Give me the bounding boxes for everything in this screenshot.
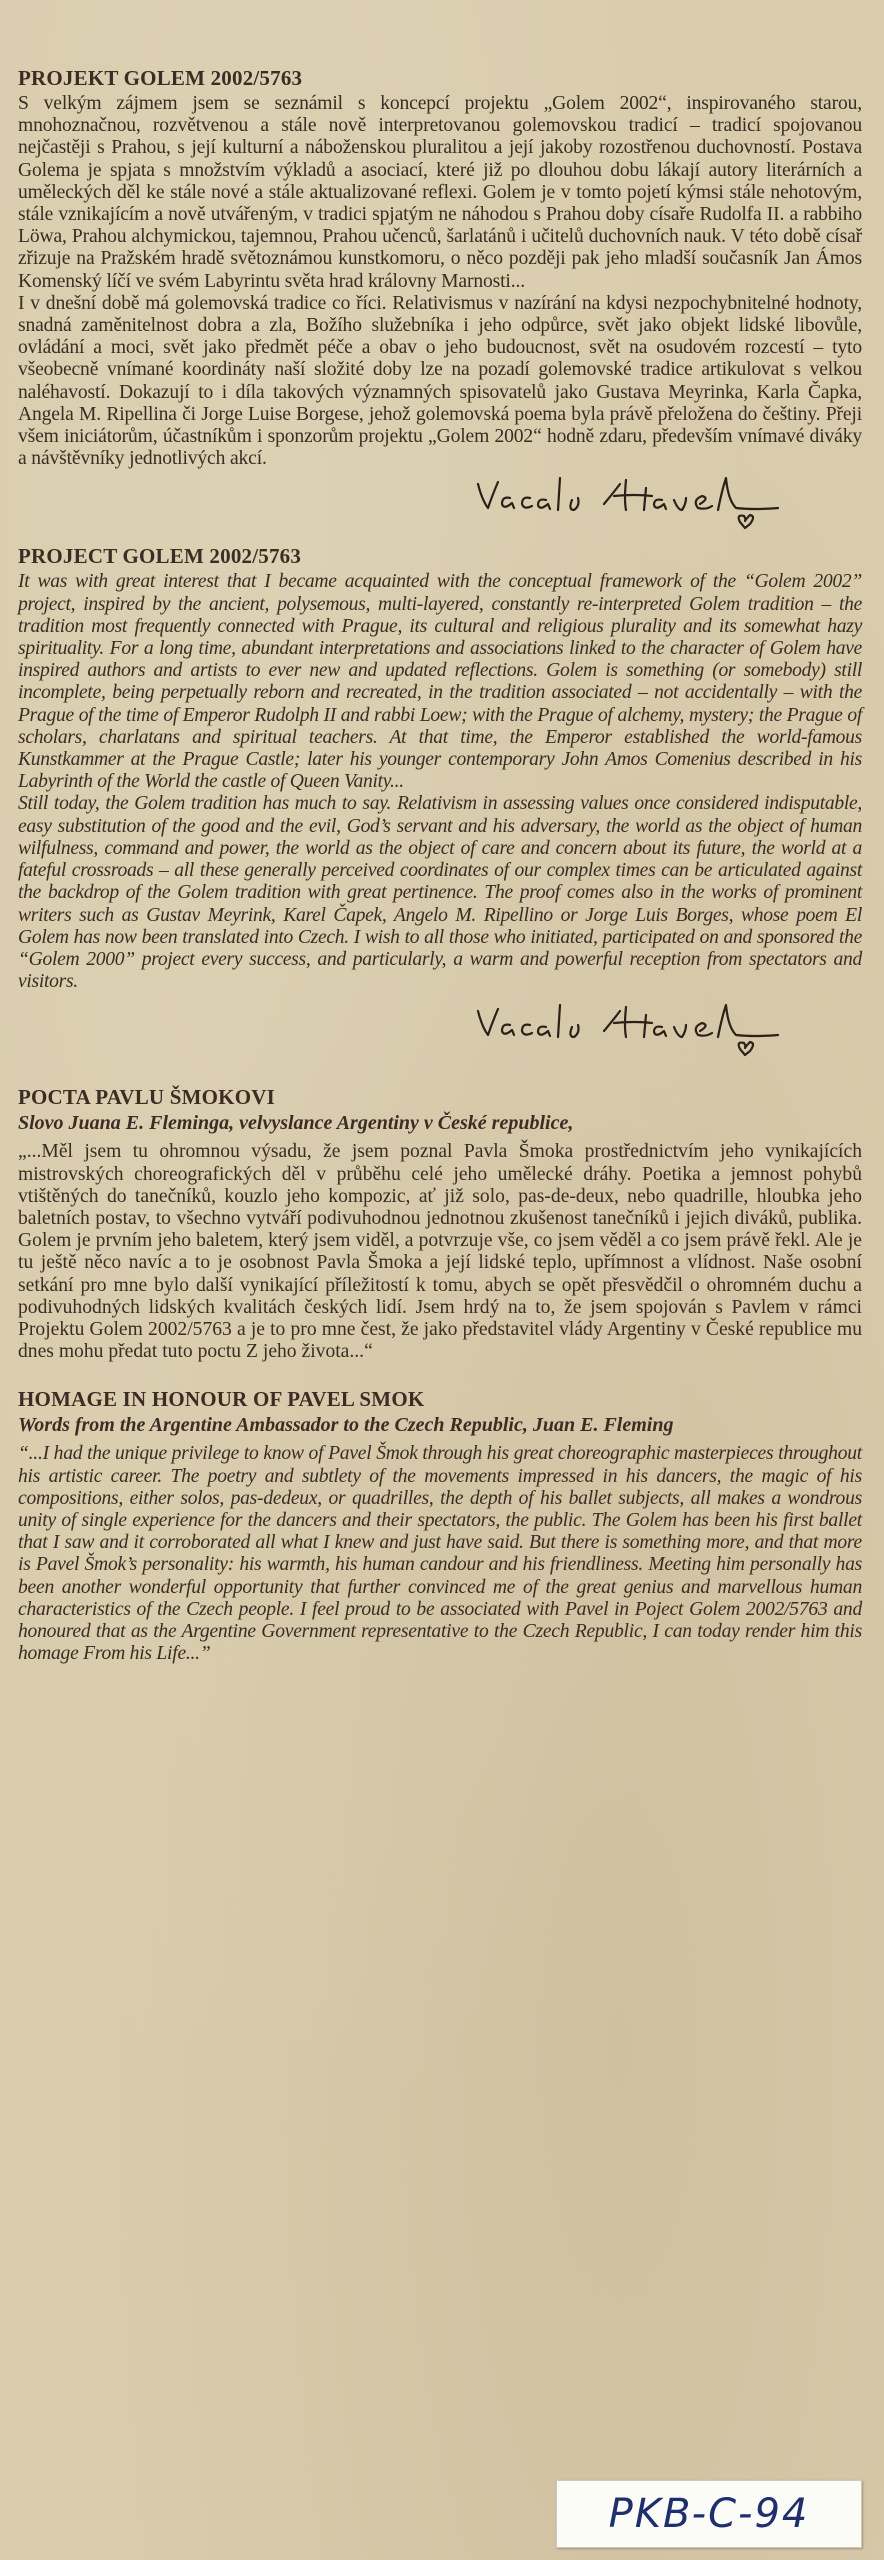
paragraph: S velkým zájmem jsem se seznámil s koncepcí projektu „Golem 2002“, inspirovaného starou, mnohoznačnou, rozvětvenou a stále nově interpretovanou golemovskou tradicí – tradicí spojovanou nejčastěji s Prahou, s její kulturní a náboženskou pluralitou a její jakoby rozostřenou duchovností. Postava Golema je spjata s množstvím výkladů a asociací, které již po dlouhou dobu lákají autory literárních a uměleckých děl ke stále nové a stále aktualizované reflexi. Golem je v tomto pojetí kýmsi stále nehotovým, stále vznikajícím a nově utvářeným, v tradici spjatým ne náhodou s Prahou doby císaře Rudolfa II. a rabbiho Löwa, Prahou alchymickou, tajemnou, Prahou učenců, šarlatánů i učitelů duchovních nauk. V této době císař zřizuje na Pražském hradě světoznámou kunstkomoru, o něco později pak jeho mladší současník Jan Ámos Komenský líčí ve svém Labyrintu světa hrad královny Marnosti... <box>18 93 862 292</box>
section-pocta-pavlu-smokovi <box>18 1085 862 1363</box>
heading-project-golem: PROJECT GOLEM 2002/5763 <box>18 544 302 569</box>
havel-signature-icon <box>474 997 834 1063</box>
paragraph: Still today, the Golem tradition has much to say. Relativism in assessing values once considered indisputable, easy substitution of the good and the evil, God’s servant and his adversary, the world as the object of human wilfulness, command and power, the world as the object of care and concern about its future, the world at a fateful crossroads – all these generally perceived coordinates of our complex times can be articulated against the backdrop of the Golem tradition with great pertinence. The proof comes also in the works of prominent writers such as Gustav Meyrink, Karel Čapek, Angelo M. Ripellino or Jorge Luis Borges, whose poem El Golem has now been translated into Czech. I wish to all those who initiated, participated on and sponsored the “Golem 2000” project every success, and particularly, a warm and powerful reception from spectators and visitors. <box>18 793 862 993</box>
paragraph: I v dnešní době má golemovská tradice co říci. Relativismus v nazírání na kdysi nezpochybnitelné hodnoty, snadná zaměnitelnost dobra a zla, Božího služebníka i jeho odpůrce, svět jako objekt lidské libovůle, ovládání a moci, svět jako předmět péče a obav o jeho budoucnost, svět na osudovém rozcestí – tyto všeobecně vnímané koordináty naší složité doby lze na pozadí golemovské tradice artikulovat s velkou naléhavostí. Dokazují to i díla takových významných spisovatelů jako Gustava Meyrinka, Karla Čapka, Angela M. Ripellina či Jorge Luise Borgese, jehož golemovská poema byla právě přeložena do češtiny. Přeji všem iniciátorům, účastníkům i sponzorům projektu „Golem 2002“ hodně zdaru, především vnímavé diváky a návštěvníky jednotlivých akcí. <box>18 292 862 470</box>
havel-signature-icon <box>474 470 834 536</box>
signature <box>18 997 862 1063</box>
section-project-golem-en <box>18 544 862 993</box>
archive-label <box>556 2480 862 2548</box>
signature <box>18 470 862 536</box>
heading-homage: HOMAGE IN HONOUR OF PAVEL SMOK <box>18 1387 425 1412</box>
paragraph: „...Měl jsem tu ohromnou výsadu, že jsem poznal Pavla Šmoka prostřednictvím jeho vynikajících mistrovských choreografických děl v průběhu celé jeho umělecké dráhy. Poetika a jemnost pohybů vtištěných do tanečníků, kouzlo jeho kompozic, ať již solo, pas-de-deux, nebo quadrille, hloubka jeho baletních postav, to všechno vytváří podivuhodnou jednotnou zkušenost tanečníků i jejich diváků, publika. Golem je prvním jeho baletem, který jsem viděl, a potvrzuje vše, co jsem věděl a co jsem právě řekl. Ale je tu ještě něco navíc a to je osobnost Pavla Šmoka a její lidské teplo, upřímnost a vlídnost. Naše osobní setkání pro mne bylo další vynikající příležitostí k tomu, abych se opět přesvědčil o ohromném duchu a podivuhodných lidských kvalitách českých lidí. Jsem hrdý na to, že jsem spojován s Pavlem v rámci Projektu Golem 2002/5763 a je to pro mne čest, že jako představitel vlády Argentiny v České republice mu dnes mohu předat tuto poctu Z jeho života...“ <box>18 1141 862 1363</box>
archive-label-text: PKB-C-94 <box>608 2491 810 2537</box>
subheading-pocta: Slovo Juana E. Fleminga, velvyslance Argentiny v České republice, <box>18 1112 574 1135</box>
heading-projekt-golem: PROJEKT GOLEM 2002/5763 <box>18 66 303 90</box>
paragraph: “...I had the unique privilege to know of Pavel Šmok through his great choreographic masterpieces throughout his artistic career. The poetry and subtlety of the movements impressed in his dancers, the magic of his compositions, either solos, pas-dedeux, or quadrilles, the depth of his ballet subjects, all makes a wondrous unity of single experience for the dancers and their spectators, the public. The Golem has been his first ballet that I saw and it corroborated all what I knew and just have said. But there is something more, and that more is Pavel Šmok’s personality: his warmth, his human candour and his friendliness. Meeting him personally has been another wonderful opportunity that further convinced me of the great genius and marvellous human characteristics of the Czech people. I feel proud to be associated with Pavel in Poject Golem 2002/5763 and honoured that as the Argentine Government representative to the Czech Republic, I can today render him this homage From his Life...” <box>18 1443 862 1665</box>
paragraph: It was with great interest that I became acquainted with the conceptual framework of the “Golem 2002” project, inspired by the ancient, polysemous, multi-layered, constantly re-interpreted Golem tradition – the tradition most frequently connected with Prague, its cultural and religious plurality and its somewhat hazy spirituality. For a long time, abundant interpretations and associations linked to the character of Golem have inspired authors and artists to ever new and updated reflections. Golem is something (or somebody) still incomplete, being perpetually reborn and recreated, in the tradition associated – not accidentally – with the Prague of the time of Emperor Rudolph II and rabbi Loew; with the Prague of alchemy, mystery; the Prague of scholars, charlatans and spiritual teachers. At that time, the Emperor established the world-famous Kunstkammer at the Prague Castle; later his younger contemporary John Amos Comenius described in his Labyrinth of the World the castle of Queen Vanity... <box>18 571 862 793</box>
heading-pocta: POCTA PAVLU ŠMOKOVI <box>18 1085 275 1110</box>
subheading-homage: Words from the Argentine Ambassador to the Czech Republic, Juan E. Fleming <box>18 1414 674 1437</box>
section-homage-pavel-smok <box>18 1387 862 1665</box>
section-projekt-golem-cz <box>18 66 862 470</box>
